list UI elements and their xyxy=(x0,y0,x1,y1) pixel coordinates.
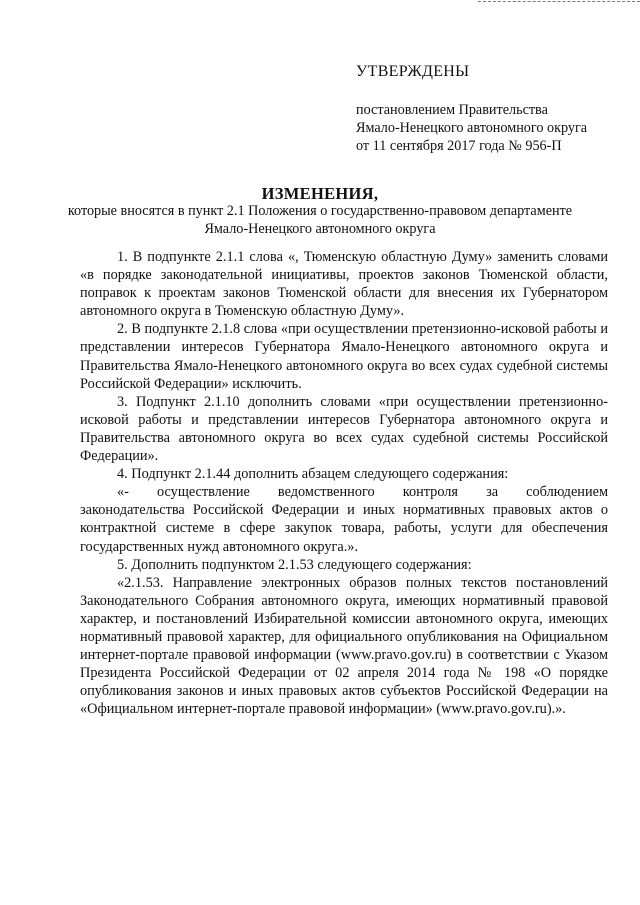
document-subtitle: которые вносятся в пункт 2.1 Положения о государственно-правовом департаменте Ямало-Ненецкого автономного округа xyxy=(67,203,573,237)
paragraph-5: 5. Дополнить подпунктом 2.1.53 следующего содержания: xyxy=(117,556,472,573)
paragraph-4-quote-rest: законодательства Российской Федерации и иных нормативных правовых актов о контрактной системе в сфере закупок товара, работы, услуги для обеспечения государственных нужд автономного округа.». xyxy=(80,502,608,555)
paragraph-1: 1. В подпункте 2.1.1 слова «, Тюменскую областную Думу» заменить словами «в порядке законодательной инициативы, проектов законов Тюменской области, поправок к проектам законов Тюменской области для внесения их Губернатором автономного округа в Тюменскую областную Думу». xyxy=(80,249,608,320)
paragraph-5-quote: «2.1.53. Направление электронных образов полных текстов постановлений Законодательного Собрания автономного округа, имеющих нормативный правовой характер, и постановлений Избирательной комиссии автономного округа, имеющих нормативный правовой характер, для официального опубликования на Официальном интернет-портале правовой информации (www.pravo.gov.ru) в соответствии с Указом Президента Российской Федерации от 02 апреля 2014 года № 198 «О порядке опубликования законов и иных правовых актов субъектов Российской Федерации на «Официальном интернет-портале правовой информации» (www.pravo.gov.ru).». xyxy=(80,574,608,718)
paragraph-4-quote-first-line: «- осуществление ведомственного контроля за соблюдением xyxy=(117,484,608,501)
approved-heading: УТВЕРЖДЕНЫ xyxy=(356,63,470,80)
paragraph-4: 4. Подпункт 2.1.44 дополнить абзацем следующего содержания: xyxy=(117,466,509,483)
paragraph-2: 2. В подпункте 2.1.8 слова «при осуществлении претензионно-исковой работы и представлении интересов Губернатора Ямало-Ненецкого автономного округа и Правительства Ямало-Ненецкого автономного округа во всех судах судебной системы Российской Федерации» исключить. xyxy=(80,321,608,392)
approval-line-1: постановлением Правительства xyxy=(356,102,548,118)
document-title: ИЗМЕНЕНИЯ, xyxy=(261,184,379,203)
approval-line-2: Ямало-Ненецкого автономного округа xyxy=(356,120,588,136)
document-body xyxy=(80,248,608,718)
paragraph-3: 3. Подпункт 2.1.10 дополнить словами «при осуществлении претензионно-исковой работы и представлении интересов Губернатора автономного округа и Правительства автономного округа во всех судах судебной системы Российской Федерации». xyxy=(80,393,608,465)
approval-block xyxy=(356,62,626,155)
approval-line-3: от 11 сентября 2017 года № 956-П xyxy=(356,138,562,154)
top-edge-dashed-line xyxy=(478,1,640,2)
